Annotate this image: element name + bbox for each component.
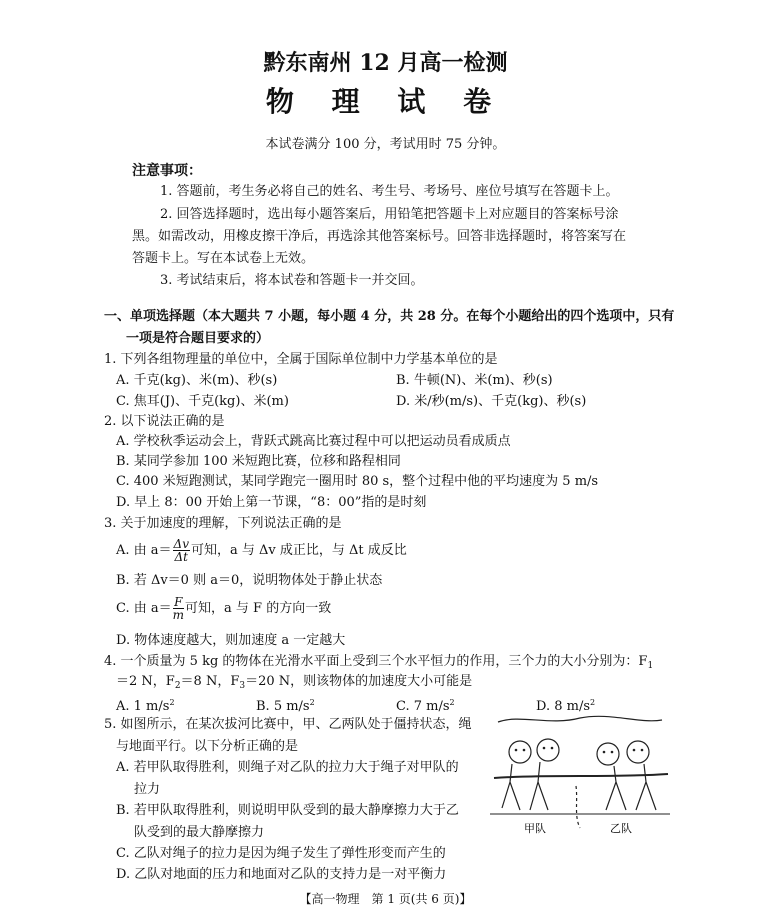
figure-label-yi: 乙队 bbox=[610, 822, 632, 835]
q5-option-a-cont: 拉力 bbox=[134, 782, 161, 797]
fraction-dv-dt bbox=[173, 538, 190, 563]
q5-option-b-cont: 队受到的最大静摩擦力 bbox=[134, 825, 265, 840]
q1-option-a: A. 千克(kg)、米(m)、秒(s) bbox=[116, 373, 278, 388]
q4-c-text: C. 7 m/s bbox=[396, 699, 450, 714]
q2-option-c: C. 400 米短跑测试，某同学跑完一圈用时 80 s，整个过程中他的平均速度为 5 m/s bbox=[116, 474, 599, 489]
q4-option-a bbox=[116, 694, 175, 716]
fraction-numerator: F bbox=[174, 595, 183, 609]
exam-title: 黔东南州 12 月高一检测 bbox=[263, 50, 508, 76]
notice-line: 黑。如需改动，用橡皮擦干净后，再选涂其他答案标号。回答非选择题时，将答案写在 bbox=[132, 229, 627, 244]
q4-option-c bbox=[396, 694, 455, 716]
subscript: 2 bbox=[174, 681, 181, 691]
question-4-line2 bbox=[116, 673, 472, 695]
q4-option-b bbox=[256, 694, 315, 716]
fraction-numerator: Δv bbox=[173, 537, 189, 551]
q4-text: 4. 一个质量为 5 kg 的物体在光滑水平面上受到三个水平恒力的作用，三个力的大小分别为：F bbox=[104, 654, 648, 669]
q3-option-a bbox=[116, 538, 407, 563]
rope bbox=[494, 774, 668, 778]
q4-text: ＝20 N，则该物体的加速度大小可能是 bbox=[245, 674, 473, 689]
team-yi-body-2 bbox=[636, 764, 656, 810]
superscript: 2 bbox=[309, 698, 315, 707]
team-yi-head-1 bbox=[597, 743, 619, 765]
subscript: 1 bbox=[647, 661, 654, 671]
q1-option-d: D. 米/秒(m/s)、千克(kg)、秒(s) bbox=[396, 394, 587, 409]
question-5-stem-cont: 与地面平行。以下分析正确的是 bbox=[116, 739, 299, 754]
notice-line: 3. 考试结束后，将本试卷和答题卡一并交回。 bbox=[160, 273, 424, 288]
question-2-stem: 2. 以下说法正确的是 bbox=[104, 414, 225, 429]
exam-info: 本试卷满分 100 分，考试用时 75 分钟。 bbox=[265, 137, 506, 152]
question-5-stem: 5. 如图所示，在某次拔河比赛中，甲、乙两队处于僵持状态，绳 bbox=[104, 717, 472, 732]
q4-text: ＝2 N，F bbox=[116, 674, 175, 689]
q5-option-b: B. 若甲队取得胜利，则说明甲队受到的最大静摩擦力大于乙 bbox=[116, 803, 459, 818]
fraction-denominator: m bbox=[172, 608, 185, 622]
q5-option-d: D. 乙队对地面的压力和地面对乙队的支持力是一对平衡力 bbox=[116, 867, 447, 882]
exam-subtitle: 物 理 试 卷 bbox=[265, 85, 506, 118]
figure-label-jia: 甲队 bbox=[524, 822, 546, 835]
team-yi-body-1 bbox=[606, 766, 626, 810]
team-jia-body-2 bbox=[530, 762, 548, 810]
center-mark bbox=[576, 786, 580, 828]
q4-text: ＝8 N，F bbox=[180, 674, 240, 689]
q1-option-b: B. 牛顿(N)、米(m)、秒(s) bbox=[396, 373, 553, 388]
superscript: 2 bbox=[169, 698, 175, 707]
notice-line: 2. 回答选择题时，选出每小题答案后，用铅笔把答题卡上对应题目的答案标号涂 bbox=[160, 207, 619, 222]
q2-option-a: A. 学校秋季运动会上，背跃式跳高比赛过程中可以把运动员看成质点 bbox=[116, 434, 511, 449]
fraction-f-m bbox=[173, 596, 184, 621]
team-jia-head-1 bbox=[509, 741, 531, 763]
q3-a-suffix: 可知，a 与 Δv 成正比，与 Δt 成反比 bbox=[191, 543, 407, 558]
q3-a-prefix: A. 由 a＝ bbox=[116, 543, 172, 558]
section-heading: 一、单项选择题（本大题共 7 小题，每小题 4 分，共 28 分。在每个小题给出的四个选项中，只有 bbox=[104, 309, 675, 324]
team-yi-head-2 bbox=[627, 741, 649, 763]
fraction-denominator: Δt bbox=[174, 550, 189, 564]
section-heading-cont: 一项是符合题目要求的） bbox=[126, 331, 270, 346]
subscript: 3 bbox=[239, 681, 246, 691]
q3-option-d: D. 物体速度越大，则加速度 a 一定越大 bbox=[116, 633, 346, 648]
superscript: 2 bbox=[590, 698, 596, 707]
page-footer: 【高一物理 第 1 页(共 6 页)】 bbox=[299, 892, 472, 906]
q3-c-suffix: 可知，a 与 F 的方向一致 bbox=[185, 601, 332, 616]
superscript: 2 bbox=[449, 698, 455, 707]
q5-option-c: C. 乙队对绳子的拉力是因为绳子发生了弹性形变而产生的 bbox=[116, 846, 446, 861]
team-jia-body-1 bbox=[502, 764, 520, 810]
notice-line: 答题卡上。写在本试卷上无效。 bbox=[132, 251, 315, 266]
question-3-stem: 3. 关于加速度的理解，下列说法正确的是 bbox=[104, 516, 342, 531]
q4-b-text: B. 5 m/s bbox=[256, 699, 310, 714]
question-1-stem: 1. 下列各组物理量的单位中，全属于国际单位制中力学基本单位的是 bbox=[104, 352, 498, 367]
q3-c-prefix: C. 由 a＝ bbox=[116, 601, 172, 616]
notice-heading: 注意事项： bbox=[132, 163, 202, 179]
question-4-line1 bbox=[104, 653, 653, 675]
team-jia-head-2 bbox=[537, 739, 559, 761]
q2-option-d: D. 早上 8：00 开始上第一节课，“8：00”指的是时刻 bbox=[116, 495, 427, 510]
q4-d-text: D. 8 m/s bbox=[536, 699, 591, 714]
q2-option-b: B. 某同学参加 100 米短跑比赛，位移和路程相同 bbox=[116, 454, 401, 469]
q3-option-b: B. 若 Δv＝0 则 a＝0，说明物体处于静止状态 bbox=[116, 573, 383, 588]
q1-option-c: C. 焦耳(J)、千克(kg)、米(m) bbox=[116, 394, 289, 409]
q3-option-c bbox=[116, 596, 331, 621]
q5-option-a: A. 若甲队取得胜利，则绳子对乙队的拉力大于绳子对甲队的 bbox=[116, 760, 459, 775]
q4-a-text: A. 1 m/s bbox=[116, 699, 170, 714]
notice-line: 1. 答题前，考生务必将自己的姓名、考生号、考场号、座位号填写在答题卡上。 bbox=[160, 184, 619, 199]
tug-of-war-figure bbox=[490, 712, 670, 842]
cloud-outline-top bbox=[498, 716, 662, 722]
